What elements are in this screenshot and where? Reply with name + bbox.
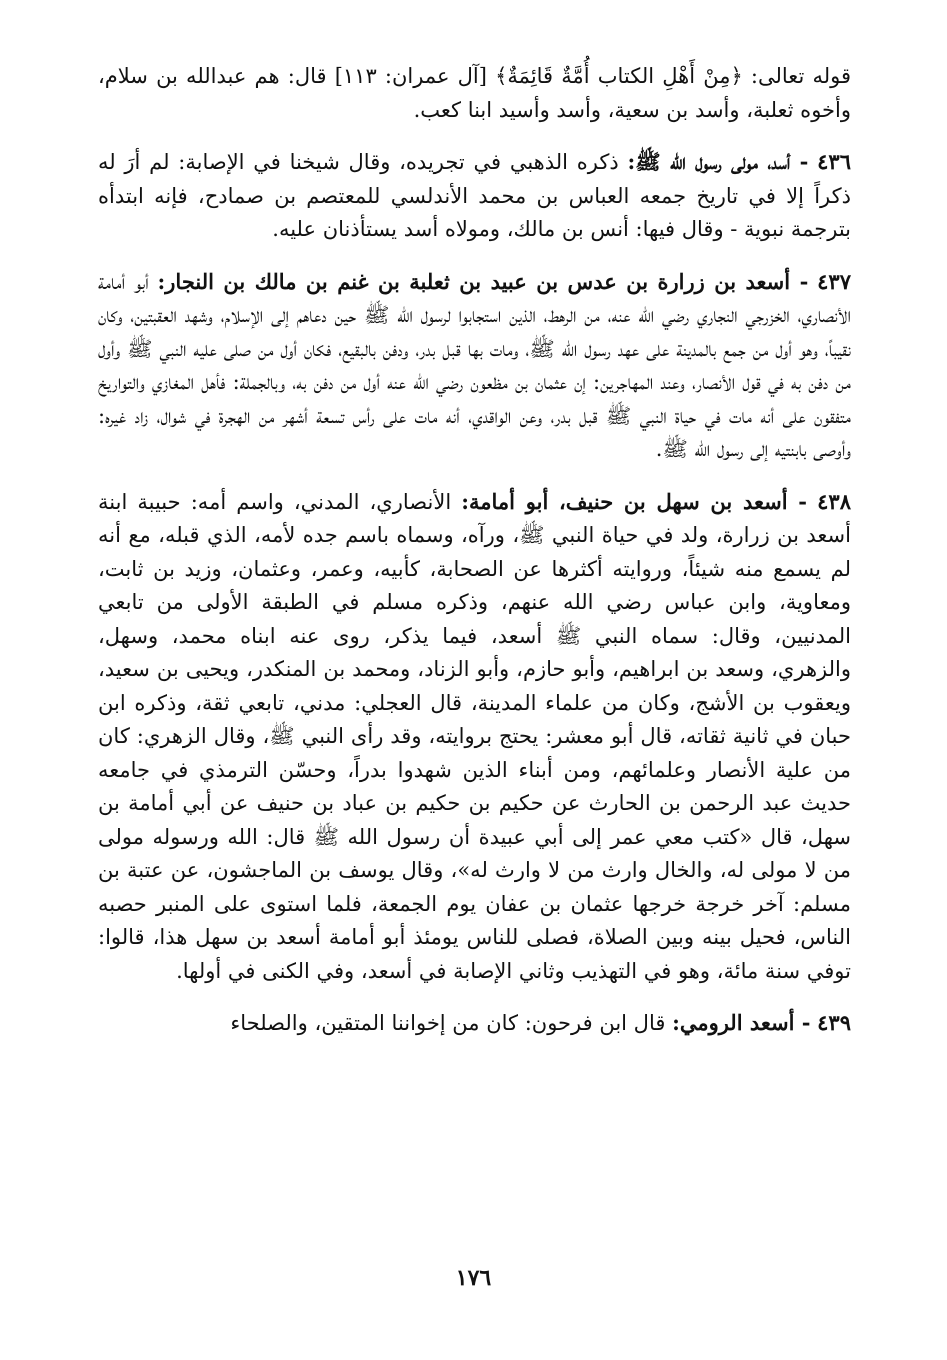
entry-body: قال ابن فرحون: كان من إخواننا المتقين، والصلحاء	[230, 1011, 666, 1035]
entry-text	[98, 485, 851, 989]
entry-body: أبو أمامة الأنصاري، الخزرجي النجاري رضي الله عنه، من الرهط، الذين استجابوا لرسول الله ﷺ حين دعاهم إلى الإسلام، وشهد العقبتين، وكان نقيباً، وهو أول من جمع بالمدينة على عهد رسول الله ﷺ، ومات بها قبل بدر، ودفن بالبقيع، فكان أول من صلى عليه النبي ﷺ وأول من دفن به في قول الأنصار، وعند المهاجرين: إن عثمان بن مظعون رضي الله عنه أول من دفن به، وبالجملة: فأهل المغازي والتواريخ متفقون على أنه مات في حياة النبي ﷺ قبل بدر، وعن الواقدي، أنه مات على رأس تسعة أشهر من الهجرة في شوال، زاد غيره: وأوصى بابنتيه إلى رسول الله ﷺ.	[98, 269, 851, 461]
entry-heading: - أسعد بن زرارة بن عدس بن عبيد بن ثعلبة بن غنم بن مالك بن النجار:	[157, 268, 809, 294]
entry-text	[98, 60, 851, 127]
entry-heading: - أسعد الرومي:	[672, 1010, 811, 1035]
entry-body: قوله تعالى: ﴿مِنْ أَهْلِ الكتاب أُمَّةٌ قَائِمَةٌ﴾ [آل عمران: ١١٣] قال: هم عبدالله بن سلام، وأخوه ثعلبة، وأسد بن سعية، وأسد وأسيد ابنا كعب.	[98, 64, 851, 122]
page-number: ١٧٦	[455, 1265, 492, 1291]
entry-text	[98, 145, 851, 247]
entry-intro	[98, 60, 851, 127]
entry-heading: - أسد، مولى رسول الله ﷺ:	[627, 149, 809, 174]
entry-436	[98, 145, 851, 247]
entry-438	[98, 485, 851, 989]
entry-body: ذكره الذهبي في تجريده، وقال شيخنا في الإصابة: لم أرَ له ذكراً إلا في تاريخ جمعه العباس بن محمد الأندلسي للمعتصم بن صمادح، فإنه ابتدأه بترجمة نبوية - وقال فيها: أنس بن مالك، ومولاه أسد يستأذنان عليه.	[98, 150, 851, 241]
entry-number: ٤٣٧	[817, 268, 851, 294]
entry-437	[98, 265, 851, 467]
entry-439	[98, 1006, 851, 1041]
entry-heading: - أسعد بن سهل بن حنيف، أبو أمامة:	[461, 488, 808, 514]
entry-number: ٤٣٨	[817, 488, 851, 514]
entry-text	[98, 1006, 851, 1041]
entry-number: ٤٣٦	[817, 149, 851, 174]
entry-body: الأنصاري، المدني، واسم أمه: حبيبة ابنة أسعد بن زرارة، ولد في حياة النبي ﷺ، ورآه، وسماه باسم جده لأمه، الذي قبله، مع أنه لم يسمع منه شيئاً، وروايته أكثرها عن الصحابة، كأبيه، وعمر، وعثمان، وزيد بن ثابت، ومعاوية، وابن عباس رضي الله عنهم، وذكره مسلم في الطبقة الأولى من تابعي المدنيين، وقال: سماه النبي ﷺ أسعد، فيما يذكر، روى عنه ابناه محمد، وسهل، والزهري، وسعد بن ابراهيم، وأبو حازم، وأبو الزناد، ومحمد بن المنكدر، ويحيى بن سعيد، ويعقوب بن الأشج، وكان من علماء المدينة، قال العجلي: مدني، تابعي ثقة، وذكره ابن حبان في ثانية ثقاته، قال أبو معشر: يحتج بروايته، وقد رأى النبي ﷺ، وقال الزهري: كان من علية الأنصار وعلمائهم، ومن أبناء الذين شهدوا بدراً، وحسّن الترمذي في جامعه حديث عبد الرحمن بن الحارث عن حكيم بن حكيم بن عباد بن حنيف عن أبي أمامة بن سهل، قال «كتب معي عمر إلى أبي عبيدة أن رسول الله ﷺ قال: الله ورسوله مولى من لا مولى له، والخال وارث من لا وارث له»، وقال يوسف بن الماجشون، عن عتبة بن مسلم: آخر خرجة خرجها عثمان بن عفان يوم الجمعة، فلما استوى على المنبر حصبه الناس، فحيل بينه وبين الصلاة، فصلى للناس يومئذ أبو أمامة أسعد بن سهل هذا، قالوا: توفي سنة مائة، وهو في التهذيب وثاني الإصابة في أسعد، وفي الكنى في أولها.	[98, 489, 851, 983]
entry-number: ٤٣٩	[817, 1010, 851, 1035]
entry-text	[98, 265, 851, 467]
